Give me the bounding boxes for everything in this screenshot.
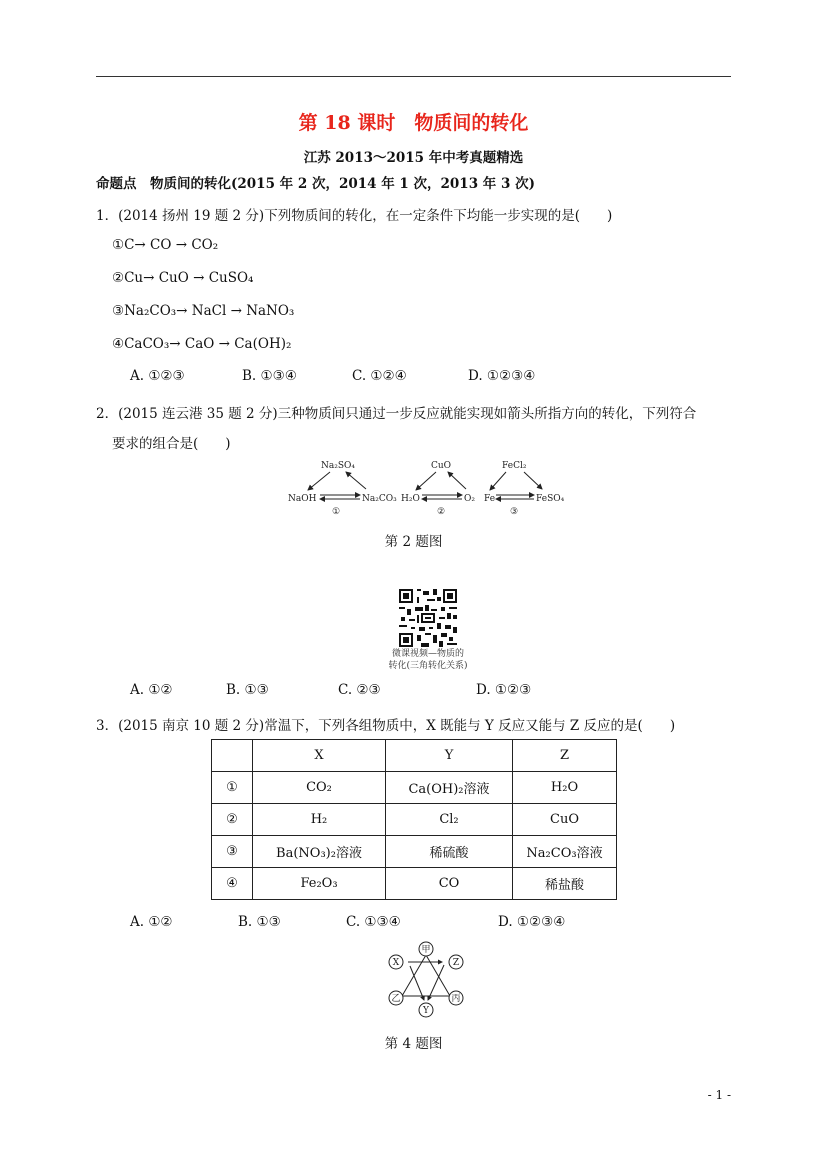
q4-node-yi: 乙 <box>391 994 401 1004</box>
table-header-cell: Z <box>513 740 617 772</box>
choice: B. ①③④ <box>242 368 297 384</box>
q2-d2-num: ② <box>437 507 446 517</box>
table-row <box>212 868 617 900</box>
q2-d1-right: Na₂CO₃ <box>362 494 397 504</box>
choice: B. ①③ <box>238 914 281 930</box>
table-header-cell <box>212 740 253 772</box>
table-header-cell: Y <box>386 740 513 772</box>
choice: B. ①③ <box>226 682 269 698</box>
page-subtitle: 江苏 2013～2015 年中考真题精选 <box>303 150 524 166</box>
qr-caption-line2: 转化(三角转化关系) <box>388 661 468 671</box>
choice: D. ①②③④ <box>498 914 566 930</box>
q2-stem-line2: 要求的组合是( ) <box>112 436 231 452</box>
choice: C. ①③④ <box>346 914 401 930</box>
q2-d3-left: Fe <box>484 494 496 504</box>
table-cell: H₂ <box>253 804 386 836</box>
q4-hexagram-diagram <box>386 940 466 1020</box>
q2-stem-line1: 2．(2015 连云港 35 题 2 分)三种物质间只通过一步反应就能实现如箭头所指方向的转化，下列符合 <box>96 406 697 422</box>
q1-option-2: ②Cu→ CuO → CuSO₄ <box>112 270 254 286</box>
table-cell: ④ <box>212 868 253 900</box>
choice: C. ①②④ <box>352 368 407 384</box>
q2-d1-num: ① <box>332 507 341 517</box>
choice: A. ①② <box>130 914 173 930</box>
table-cell: 稀盐酸 <box>513 868 617 900</box>
table-cell: ① <box>212 772 253 804</box>
q2-d1-top: Na₂SO₄ <box>321 461 356 471</box>
table-cell: Na₂CO₃溶液 <box>513 836 617 868</box>
q4-node-jia: 甲 <box>421 945 431 955</box>
table-row <box>212 836 617 868</box>
table-header-cell: X <box>253 740 386 772</box>
table-cell: ③ <box>212 836 253 868</box>
table-cell: Fe₂O₃ <box>253 868 386 900</box>
choice: C. ②③ <box>338 682 381 698</box>
q2-choices <box>130 682 531 698</box>
choice: D. ①②③ <box>476 682 532 698</box>
table-cell: Cl₂ <box>386 804 513 836</box>
topic-heading: 命题点 物质间的转化(2015 年 2 次，2014 年 1 次，2013 年 3 次) <box>96 176 535 192</box>
q2-d3-top: FeCl₂ <box>502 461 527 471</box>
q4-node-bing: 丙 <box>451 994 461 1004</box>
q1-stem: 1．(2014 扬州 19 题 2 分)下列物质间的转化，在一定条件下均能一步实现的是( ) <box>96 208 613 224</box>
q2-d2-top: CuO <box>431 461 452 471</box>
q1-choices <box>130 368 535 384</box>
choice: A. ①②③ <box>130 368 185 384</box>
q4-figure-caption: 第 4 题图 <box>384 1036 443 1052</box>
q4-node-z: Z <box>452 958 460 968</box>
choice: A. ①② <box>130 682 173 698</box>
header-rule <box>96 76 731 77</box>
page-number: - 1 - <box>707 1088 731 1102</box>
table-cell: ② <box>212 804 253 836</box>
table-cell: CO <box>386 868 513 900</box>
page-title: 第 18 课时 物质间的转化 <box>298 112 529 134</box>
qr-caption-line1: 微课视频—物质的 <box>391 649 464 659</box>
table-cell: H₂O <box>513 772 617 804</box>
q4-node-x: X <box>392 958 400 968</box>
table-cell: Ba(NO₃)₂溶液 <box>253 836 386 868</box>
table-row <box>212 772 617 804</box>
choice: D. ①②③④ <box>468 368 536 384</box>
q2-figure-caption: 第 2 题图 <box>384 534 443 550</box>
q2-d2-right: O₂ <box>464 494 475 504</box>
q3-choices <box>130 914 565 930</box>
table-cell: Ca(OH)₂溶液 <box>386 772 513 804</box>
q3-stem: 3．(2015 南京 10 题 2 分)常温下，下列各组物质中，X 既能与 Y 反应又能与 Z 反应的是( ) <box>96 718 676 734</box>
q2-d3-right: FeSO₄ <box>536 494 565 504</box>
q2-d1-left: NaOH <box>288 494 317 504</box>
q1-option-3: ③Na₂CO₃→ NaCl → NaNO₃ <box>112 303 295 319</box>
table-cell: CuO <box>513 804 617 836</box>
q4-node-y: Y <box>423 1006 429 1016</box>
q1-option-1: ①C→ CO → CO₂ <box>112 237 219 253</box>
qr-code-icon[interactable] <box>399 589 457 647</box>
q2-triangle-diagram <box>286 456 576 518</box>
table-cell: CO₂ <box>253 772 386 804</box>
q3-table <box>211 739 617 900</box>
q1-option-4: ④CaCO₃→ CaO → Ca(OH)₂ <box>112 336 292 352</box>
q2-d3-num: ③ <box>510 507 519 517</box>
table-cell: 稀硫酸 <box>386 836 513 868</box>
table-header-row <box>212 740 617 772</box>
q2-d2-left: H₂O <box>401 494 420 504</box>
table-row <box>212 804 617 836</box>
